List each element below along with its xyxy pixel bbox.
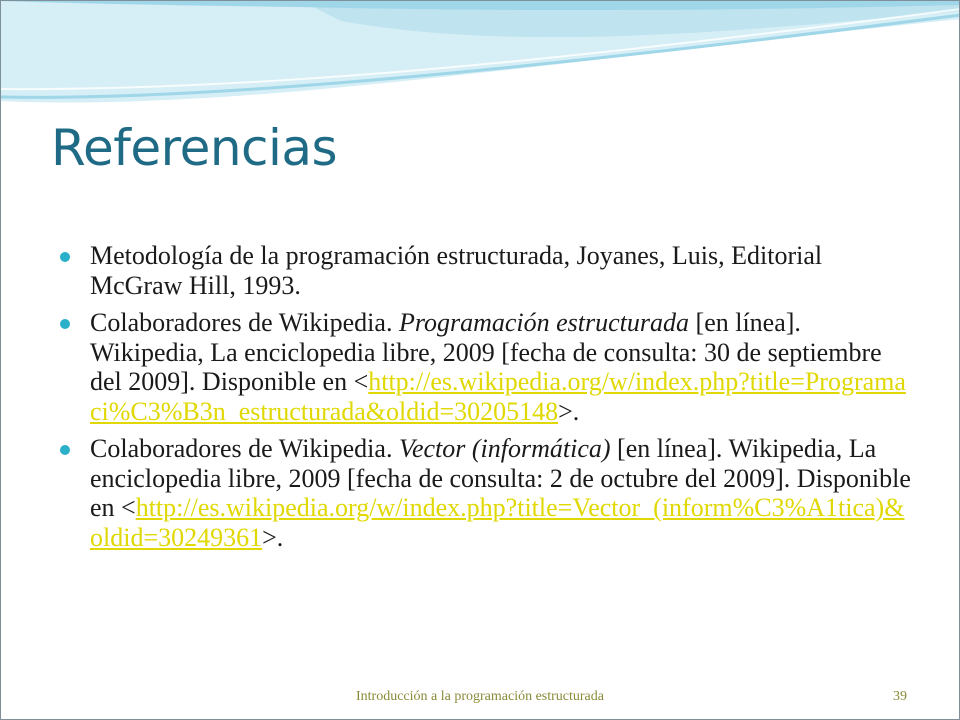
bullet-icon bbox=[60, 252, 70, 262]
reference-item bbox=[56, 434, 911, 552]
reference-link[interactable]: http://es.wikipedia.org/w/index.php?title=Vector_(inform%C3%A1tica)&oldid=30249361 bbox=[90, 493, 905, 552]
bullet-icon bbox=[60, 319, 70, 329]
reference-author: Colaboradores de Wikipedia. bbox=[90, 308, 399, 337]
reference-item bbox=[56, 308, 911, 426]
reference-work-title: Vector (informática) bbox=[398, 434, 611, 463]
slide-footer: Introducción a la programación estructurada bbox=[355, 689, 604, 704]
reference-details: [en línea]. Wikipedia, La enciclopedia libre, 2009 [fecha de consulta: 2 de octubre del 2009]. Disponible en < bbox=[90, 434, 911, 522]
reference-link[interactable]: http://es.wikipedia.org/w/index.php?title=Programaci%C3%B3n_estructurada&oldid=30205148 bbox=[90, 367, 906, 426]
reference-details: [en línea]. Wikipedia, La enciclopedia libre, 2009 [fecha de consulta: 30 de septiembre del 2009]. Disponible en < bbox=[90, 308, 882, 396]
header-wave-decoration bbox=[1, 1, 960, 106]
page-number: 39 bbox=[893, 689, 907, 704]
bullet-icon bbox=[60, 445, 70, 455]
reference-author: Colaboradores de Wikipedia. bbox=[90, 434, 399, 463]
reference-text: Metodología de la programación estructurada, Joyanes, Luis, Editorial McGraw Hill, 1993. bbox=[90, 241, 823, 300]
slide-title: Referencias bbox=[51, 119, 338, 177]
references-list bbox=[56, 241, 911, 560]
reference-end: >. bbox=[558, 396, 580, 426]
reference-end: >. bbox=[262, 522, 284, 552]
reference-work-title: Programación estructurada bbox=[398, 308, 690, 337]
reference-item bbox=[56, 241, 911, 300]
